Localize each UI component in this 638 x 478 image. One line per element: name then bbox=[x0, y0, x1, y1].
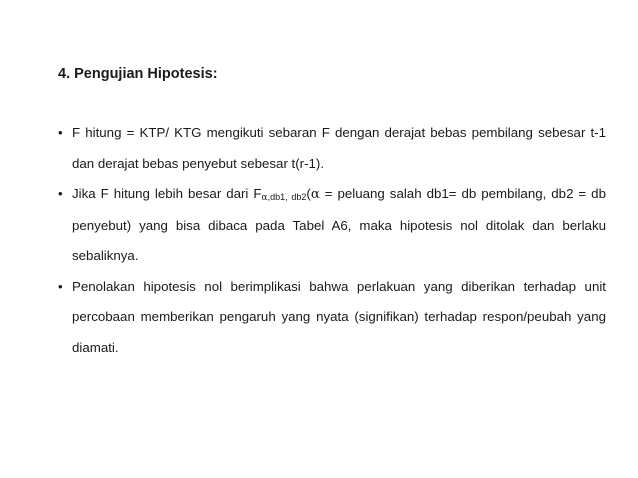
bullet-dot-icon: • bbox=[58, 125, 63, 140]
bullet-text-2 bbox=[72, 179, 606, 272]
bullet-dot-icon: • bbox=[58, 278, 63, 294]
paren-open: ( bbox=[306, 186, 311, 201]
bullet-list bbox=[58, 118, 606, 363]
slide-heading: 4. Pengujian Hipotesis: bbox=[58, 66, 218, 82]
f-subscript bbox=[261, 192, 306, 202]
bullet-text-3: Penolakan hipotesis nol berimplikasi bahwa perlakuan yang diberikan terhadap unit percobaan memberikan pengaruh yang nyata (signifikan) terhadap respon/peubah yang diamati. bbox=[72, 278, 606, 355]
bullet-item-2 bbox=[58, 179, 606, 272]
bullet-dot-icon: • bbox=[58, 186, 63, 201]
bullet-text-2-before: Jika F hitung lebih besar dari F bbox=[72, 186, 262, 201]
bullet-text-1: F hitung = KTP/ KTG mengikuti sebaran F dengan derajat bebas pembilang sebesar t-1 dan derajat bebas penyebut sebesar t(r-1). bbox=[72, 125, 606, 171]
alpha-symbol: α bbox=[310, 187, 320, 202]
bullet-item-3 bbox=[58, 272, 606, 364]
bullet-text-2-after: = peluang salah db1= db pembilang, db2 = db penyebut) yang bisa dibaca pada Tabel A6, maka hipotesis nol ditolak dan berlaku sebaliknya. bbox=[72, 186, 606, 263]
subscript-db: ,db1, db2 bbox=[267, 192, 307, 202]
subscript-alpha: α bbox=[261, 193, 268, 203]
bullet-item-1 bbox=[58, 118, 606, 179]
